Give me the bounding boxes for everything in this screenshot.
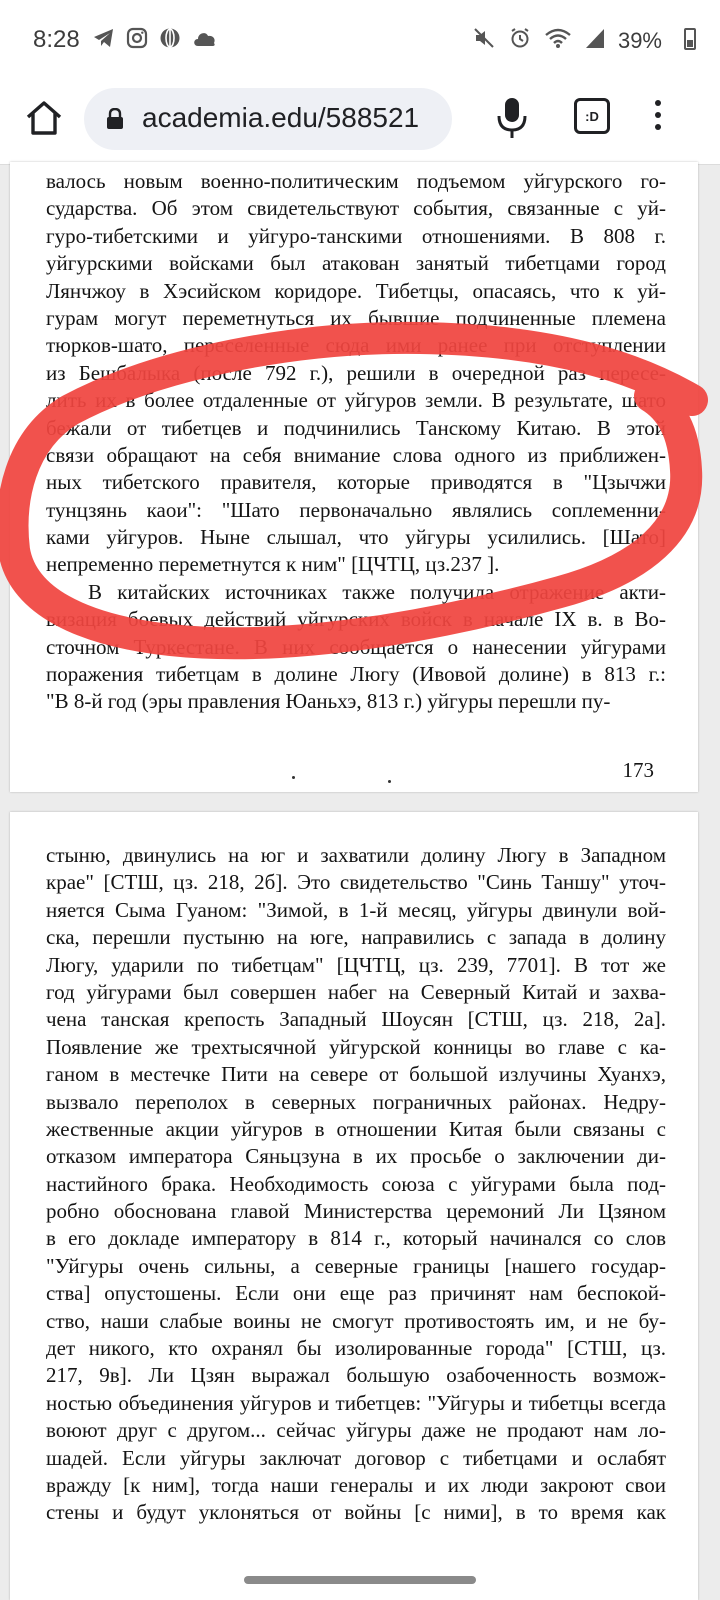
- text-line: в его докладе императору в 814 г., который начинался со слов: [46, 1226, 666, 1251]
- text-line: ства] опустошены. Если они еще раз причинят нам беспокой-: [46, 1281, 666, 1306]
- text-line: гуро-тибетскими и уйгуро-танскими отношениями. В 808 г.: [46, 223, 666, 248]
- signal-icon: [584, 26, 606, 55]
- text-line: вызвало переполох в северных пограничных районах. Недру-: [46, 1089, 666, 1114]
- text-line: крае" [СТШ, цз. 218, 2б]. Это свидетельство "Синь Таншу" уточ-: [46, 870, 666, 895]
- text-line: вражду [к ним], тогда наши генералы и их люди закроют свои: [46, 1472, 666, 1497]
- status-time: 8:28: [33, 26, 80, 53]
- microphone-button[interactable]: [492, 94, 532, 142]
- text-line: жественные акции уйгуров в отношении Китая были связаны с: [46, 1116, 666, 1141]
- text-line: ска, перешли пустыню на юге, направились с запада в долину: [46, 925, 666, 950]
- document-page-173: [10, 162, 698, 792]
- url-text: academia.edu/588521: [142, 102, 420, 133]
- text-line: стены и будут уклоняться от войны [с ними], в то время как: [46, 1500, 666, 1525]
- alarm-icon: [508, 26, 532, 55]
- text-line: шадей. Если уйгуры заключат договор с тибетцами и ослабят: [46, 1445, 666, 1470]
- text-line: тюрков-шато, переселенные сюда ими ранее при отступлении: [46, 333, 666, 358]
- text-line: из Бешбалыка (после 792 г.), решили в очередной раз пересе-: [46, 360, 666, 385]
- scan-speck: [388, 780, 391, 783]
- text-line: стыню, двинулись на юг и захватили долину Люгу в Западном: [46, 843, 666, 867]
- text-line: уйгурскими войсками был атакован занятый тибетцами город: [46, 251, 666, 276]
- text-line: гурам могут переметнуться их бывшие подчиненные племена: [46, 305, 666, 330]
- text-line: отказом императора Сяньцзуна в их просьбе о заключении ди-: [46, 1144, 666, 1169]
- system-icons: [472, 26, 662, 55]
- text-line: В китайских источниках также получила отражение акти-: [88, 579, 666, 604]
- text-line: ганом в местечке Пити на севере от большой излучины Хуанхэ,: [46, 1062, 666, 1087]
- cloud-icon: [191, 26, 219, 55]
- gesture-navigation-bar[interactable]: [244, 1576, 476, 1584]
- text-line: сточном Туркестане. В них сообщается о нанесении уйгурами: [46, 634, 666, 659]
- text-line: Лянчжоу в Хэсийском коридоре. Тибетцы, опасаясь, что к уй-: [46, 278, 666, 303]
- text-line: непременно переметнутся к ним" [ЦЧТЦ, цз.237 ].: [46, 552, 500, 577]
- text-line: сударства. Об этом свидетельствуют события, связанные с уй-: [46, 196, 666, 221]
- text-line: ками уйгуров. Ныне слышал, что уйгуры усилились. [Шато]: [46, 525, 666, 550]
- menu-dot-icon: [655, 100, 661, 106]
- text-line: год уйгурами был совершен набег на Северный Китай и захва-: [46, 979, 666, 1004]
- text-line: дет никого, кто охранял бы изолированные города" [СТШ, цз.: [46, 1336, 666, 1361]
- text-line: лить их в более отдаленные от уйгуров земли. В результате, шато: [46, 388, 666, 413]
- text-line: ностью объединения уйгуров и тибетцев: "Уйгуры и тибетцы всегда: [46, 1390, 666, 1415]
- text-line: поражения тибетцам в долине Люгу (Ивовой долине) в 813 г.:: [46, 662, 666, 687]
- globe-icon: [158, 26, 182, 55]
- text-line: 217, 9в]. Ли Цзян выражал большую озабоченность возмож-: [46, 1363, 666, 1388]
- text-line: Появление же трехтысячной уйгурской конницы во главе с ка-: [46, 1034, 666, 1059]
- page-text: [46, 842, 666, 1527]
- tab-switcher-button[interactable]: :D: [574, 98, 610, 134]
- document-page-174: [10, 812, 698, 1600]
- page-number: 173: [622, 758, 654, 782]
- microphone-icon: [492, 94, 532, 142]
- lock-icon: [106, 108, 124, 135]
- text-line: визация боевых действий уйгурских войск в начале IX в. в Во-: [46, 607, 666, 632]
- text-line: валось новым военно-политическим подъемом уйгурского го-: [46, 169, 666, 193]
- text-line: "Уйгуры очень сильны, а северные границы [нашего государ-: [46, 1253, 666, 1278]
- text-line: тунцзянь каои": "Шато первоначально являлись соплеменни-: [46, 497, 666, 522]
- overflow-menu-button[interactable]: [648, 96, 668, 144]
- menu-dot-icon: [655, 112, 661, 118]
- battery-icon: [684, 28, 696, 50]
- telegram-icon: [92, 26, 116, 55]
- text-line: няется Сыма Гуаном: "Зимой, в 1-й месяц, уйгуры двинули вой-: [46, 897, 666, 922]
- instagram-icon: [125, 26, 149, 55]
- text-line: воюют друг с другом... сейчас уйгуры даже не продают нам ло-: [46, 1418, 666, 1443]
- text-line: чена танская крепость Западный Шоусян [СТШ, цз. 218, 2а].: [46, 1007, 666, 1032]
- text-line: ных тибетского правителя, которые приводятся в "Цзычжи: [46, 470, 666, 495]
- status-bar: [0, 0, 720, 80]
- text-line: настийного брака. Необходимость союза с уйгурами была под-: [46, 1171, 666, 1196]
- text-line: "В 8-й год (эры правления Юаньхэ, 813 г.) уйгуры перешли пу-: [46, 689, 611, 714]
- menu-dot-icon: [655, 124, 661, 130]
- page-text: [46, 168, 666, 716]
- text-line: робно обоснована главой Министерства церемоний Ли Цзяном: [46, 1199, 666, 1224]
- notification-icons: [92, 26, 219, 55]
- browser-toolbar: [0, 80, 720, 165]
- home-button[interactable]: [22, 96, 66, 140]
- scan-speck: [292, 776, 295, 779]
- url-bar[interactable]: [84, 88, 452, 150]
- text-line: ство, наши слабые воины не смогут противостоять им, и не бу-: [46, 1308, 666, 1333]
- home-icon: [22, 96, 66, 140]
- battery-percent: 39%: [617, 27, 662, 53]
- text-line: бежали от тибетцев и подчинились Танскому Китаю. В этой: [46, 415, 666, 440]
- mute-icon: [472, 26, 496, 55]
- text-line: Люгу, ударили по тибетцам" [ЦЧТЦ, цз. 239, 7701]. В тот же: [46, 952, 666, 977]
- text-line: связи обращают на себя внимание слова одного из приближен-: [46, 442, 666, 467]
- wifi-icon: [544, 26, 572, 55]
